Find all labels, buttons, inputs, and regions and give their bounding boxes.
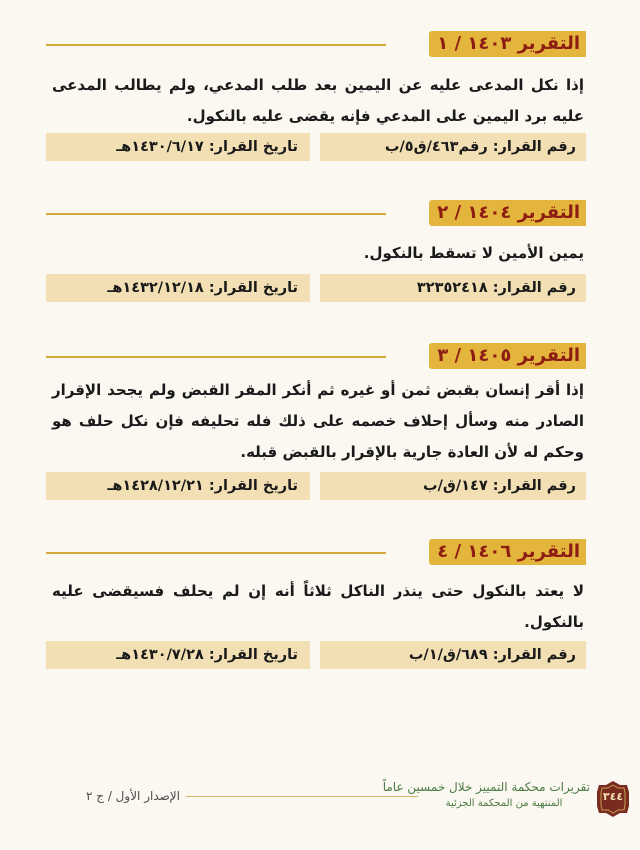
page-number: ٣٤٤ bbox=[602, 790, 624, 803]
decision-number: رقم القرار: ٣٢٣٥٢٤١٨ bbox=[320, 274, 586, 302]
report-text: يمين الأمين لا تسقط بالنكول. bbox=[363, 244, 584, 262]
report-title: التقرير ١٤٠٣ / ١ bbox=[429, 31, 586, 57]
header-rule bbox=[46, 213, 386, 215]
report-text: إذا أقر إنسان بقبض ثمن أو غيره ثم أنكر المقر القبض ولم يجحد الإقرار الصادر منه وسأل إحلاف خصمه على ذلك فله تحليفه فإن نكل حلف هو وحكم له لأن العادة جارية بالإقرار بالقبض قبله. bbox=[52, 381, 584, 461]
header-rule bbox=[46, 552, 386, 554]
decision-number: رقم القرار: ١٤٧/ق/ب bbox=[320, 472, 586, 500]
decision-number: رقم القرار: رقم٤٦٣/ق٥/ب bbox=[320, 133, 586, 161]
decision-date: تاريخ القرار: ١٤٢٨/١٢/٢١هـ bbox=[46, 472, 310, 500]
book-title-line-2: المنتهية من المحكمة الجزئية bbox=[445, 798, 563, 809]
report-title: التقرير ١٤٠٦ / ٤ bbox=[429, 539, 586, 565]
report-header bbox=[429, 200, 586, 226]
decision-date: تاريخ القرار: ١٤٣٠/٧/٢٨هـ bbox=[46, 641, 310, 669]
report-text: إذا نكل المدعى عليه عن اليمين بعد طلب المدعي، ولم يطالب المدعى عليه برد اليمين على المدعي فإنه يقضى عليه بالنكول. bbox=[52, 76, 584, 125]
footer-rule bbox=[150, 796, 418, 797]
decision-date: تاريخ القرار: ١٤٣٢/١٢/١٨هـ bbox=[46, 274, 310, 302]
report-header bbox=[429, 343, 586, 369]
header-rule bbox=[46, 356, 386, 358]
edition-label: الإصدار الأول / ج ٢ bbox=[80, 783, 186, 809]
report-header bbox=[429, 31, 586, 57]
report-header bbox=[429, 539, 586, 565]
decision-number: رقم القرار: ٦٨٩/ق/١/ب bbox=[320, 641, 586, 669]
decision-date: تاريخ القرار: ١٤٣٠/٦/١٧هـ bbox=[46, 133, 310, 161]
header-rule bbox=[46, 44, 386, 46]
report-title: التقرير ١٤٠٤ / ٢ bbox=[429, 200, 586, 226]
report-text: لا يعتد بالنكول حتى ينذر الناكل ثلاثاً أنه إن لم يحلف فسيقضى عليه بالنكول. bbox=[52, 582, 584, 631]
report-title: التقرير ١٤٠٥ / ٣ bbox=[429, 343, 586, 369]
book-title-line-1: تقريرات محكمة التمييز خلال خمسين عاماً bbox=[382, 780, 590, 794]
book-title bbox=[382, 778, 590, 818]
